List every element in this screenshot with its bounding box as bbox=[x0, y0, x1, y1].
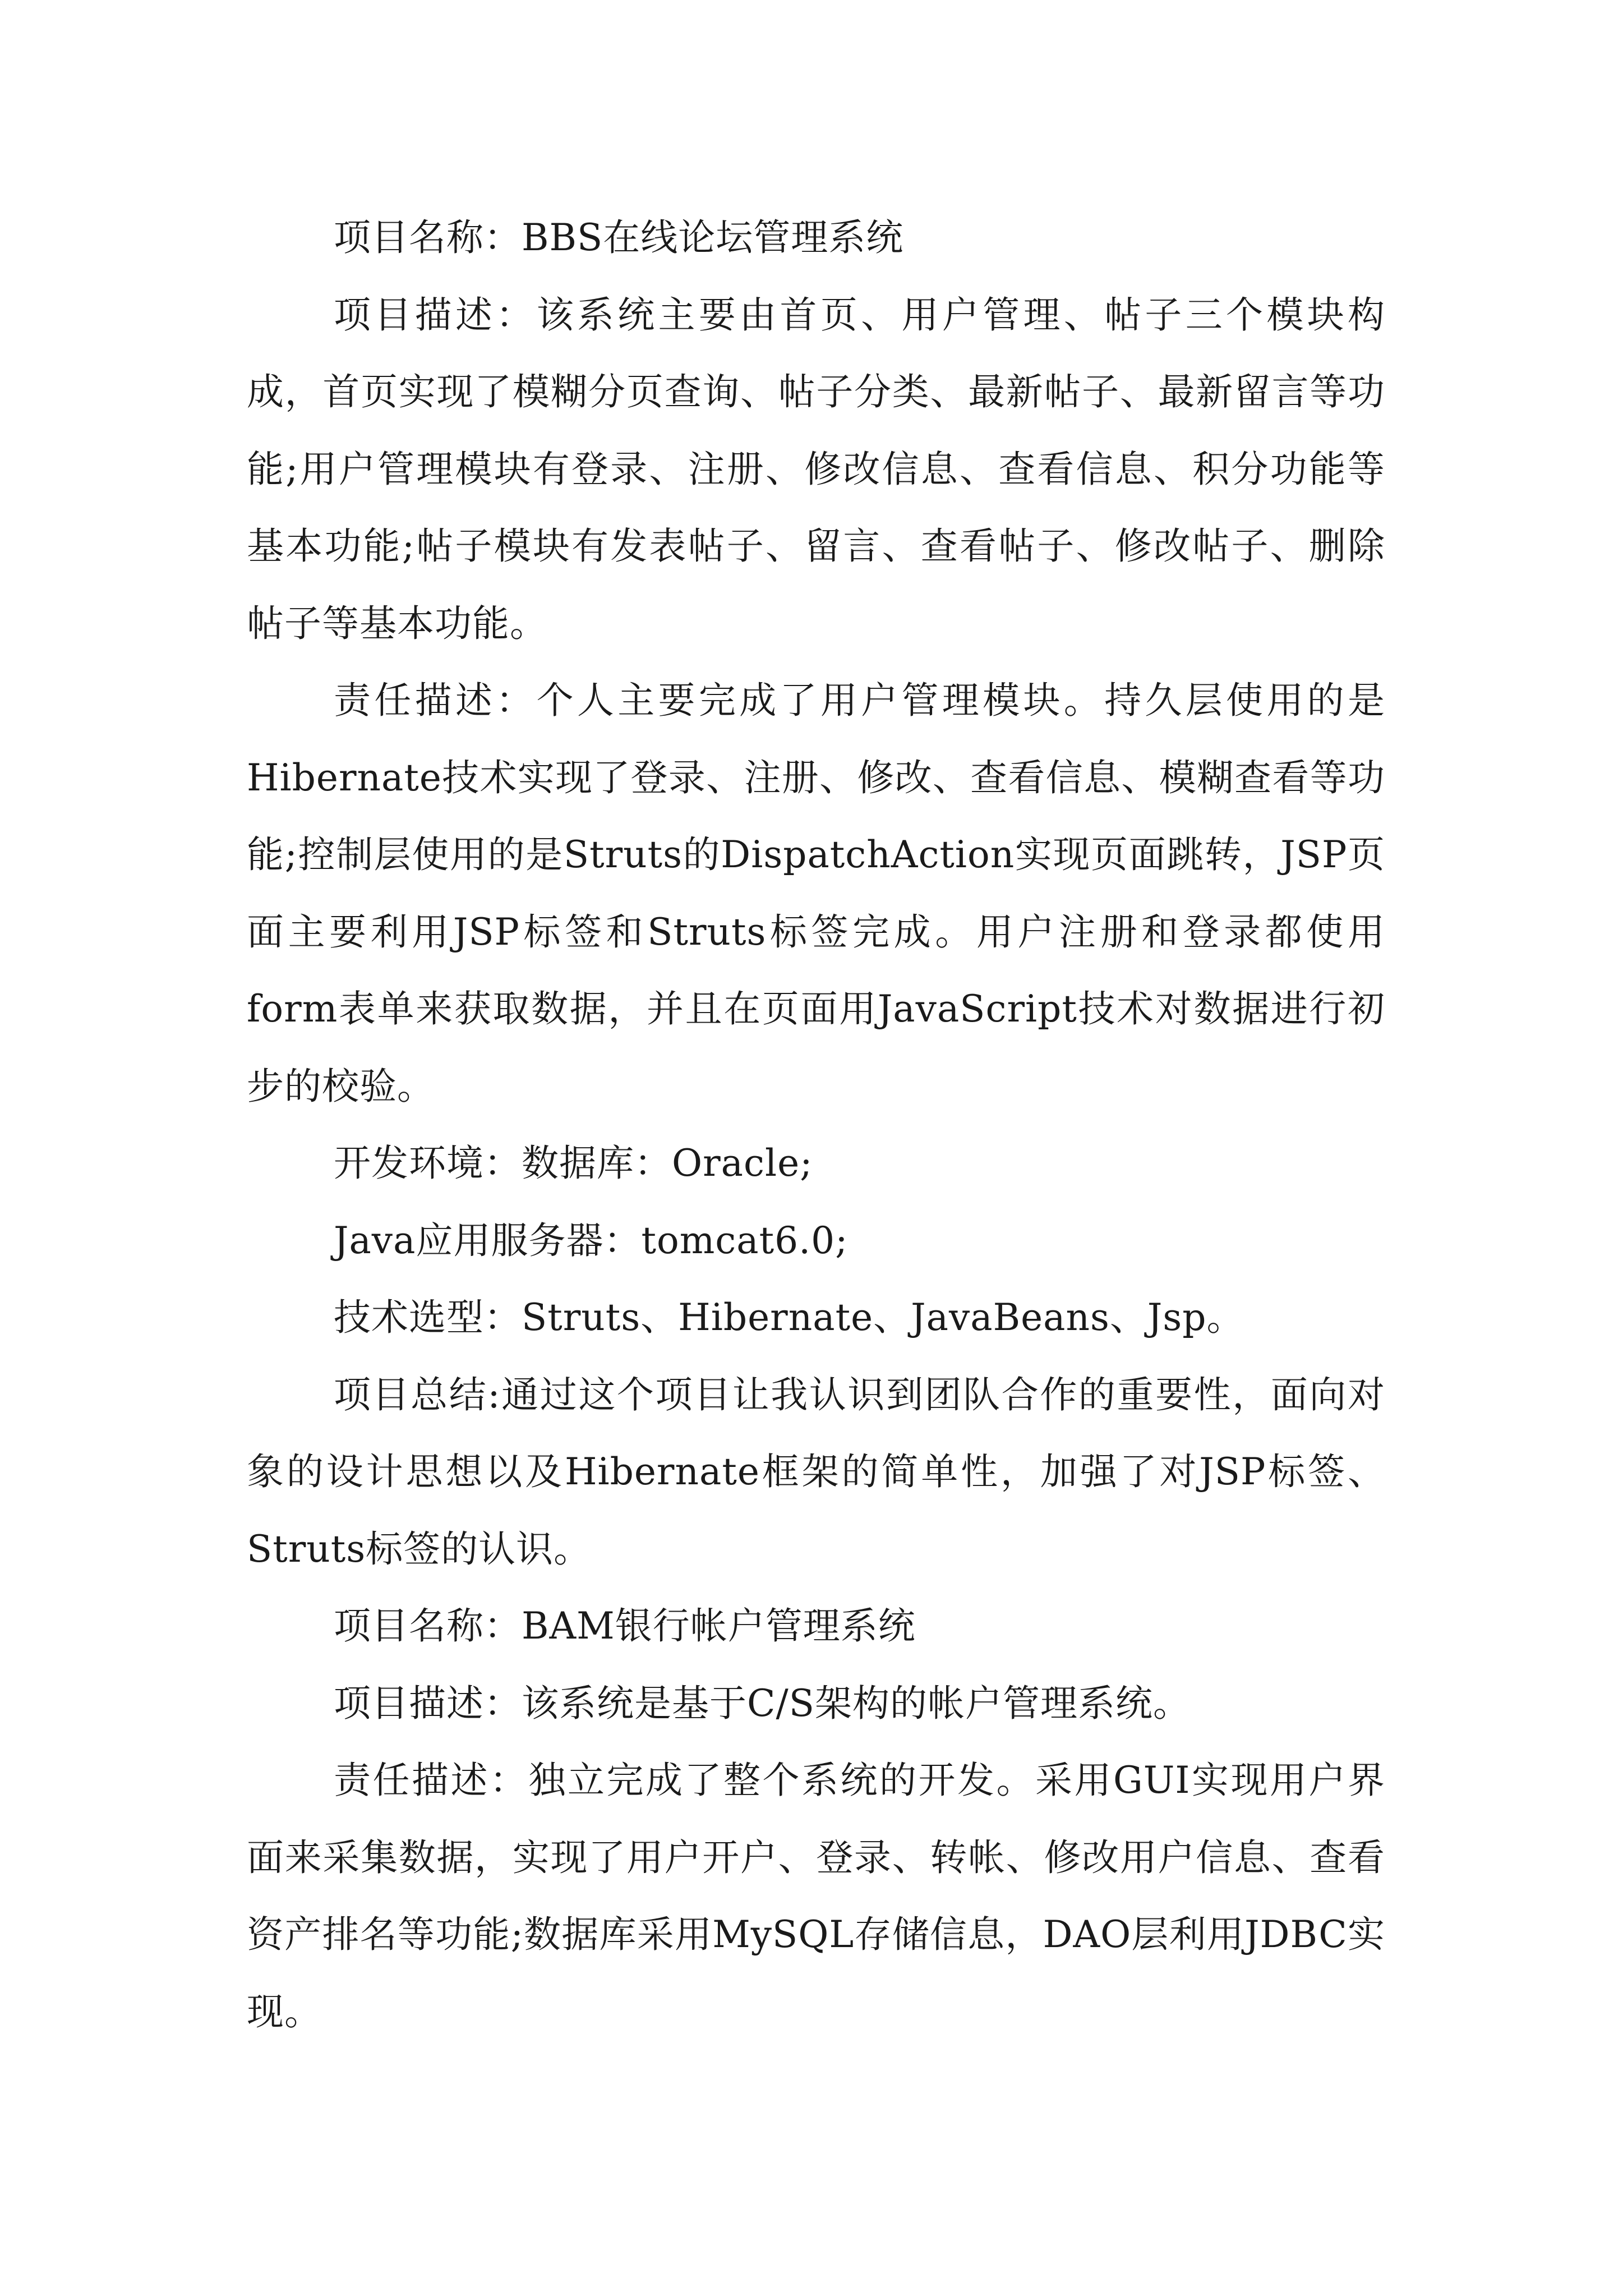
dev-environment: 开发环境：数据库：Oracle; bbox=[334, 1142, 813, 1185]
project-summary-bbs: 项目总结:通过这个项目让我认识到团队合作的重要性，面向对象的设计思想以及Hibernate框架的简单性，加强了对JSP标签、Struts标签的认识。 bbox=[247, 1373, 1385, 1571]
document-body bbox=[247, 199, 1385, 2050]
responsibility-description-bbs: 责任描述：个人主要完成了用户管理模块。持久层使用的是Hibernate技术实现了登录、注册、修改、查看信息、模糊查看等功能;控制层使用的是Struts的DispatchAction实现页面跳转，JSP页面主要利用JSP标签和Struts标签完成。用户注册和登录都使用form表单来获取数据，并且在页面用JavaScript技术对数据进行初步的校验。 bbox=[247, 679, 1385, 1108]
project-description-bbs: 项目描述：该系统主要由首页、用户管理、帖子三个模块构成，首页实现了模糊分页查询、帖子分类、最新帖子、最新留言等功能;用户管理模块有登录、注册、修改信息、查看信息、积分功能等基本功能;帖子模块有发表帖子、留言、查看帖子、修改帖子、删除帖子等基本功能。 bbox=[247, 293, 1385, 645]
tech-stack: 技术选型：Struts、Hibernate、JavaBeans、Jsp。 bbox=[334, 1296, 1244, 1339]
app-server: Java应用服务器：tomcat6.0; bbox=[334, 1218, 849, 1262]
project-description-bam: 项目描述：该系统是基于C/S架构的帐户管理系统。 bbox=[334, 1681, 1191, 1725]
responsibility-description-bam: 责任描述：独立完成了整个系统的开发。采用GUI实现用户界面来采集数据，实现了用户开户、登录、转帐、修改用户信息、查看资产排名等功能;数据库采用MySQL存储信息，DAO层利用JDBC实现。 bbox=[247, 1759, 1385, 2033]
project-name-bam: 项目名称：BAM银行帐户管理系统 bbox=[334, 1604, 916, 1648]
project-name-bbs: 项目名称：BBS在线论坛管理系统 bbox=[334, 216, 904, 259]
